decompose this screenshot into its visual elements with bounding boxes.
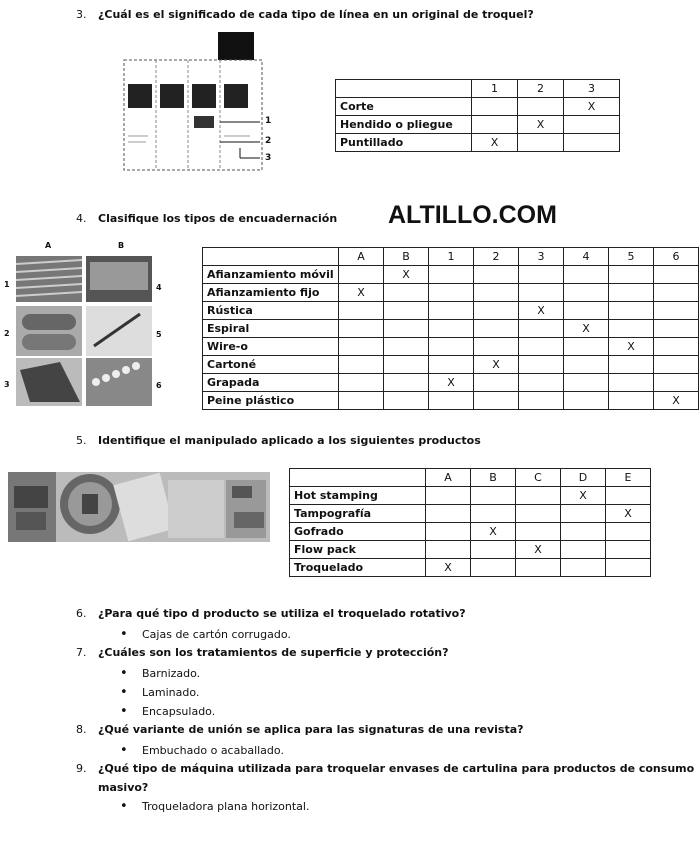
binding-label-a: A bbox=[45, 241, 52, 250]
table-row: Hendido o pliegue X bbox=[336, 116, 620, 134]
question-5: 5. Identifique el manipulado aplicado a los siguientes productos bbox=[76, 434, 481, 447]
binding-label-4: 4 bbox=[156, 283, 162, 292]
table-row: Flow pack X bbox=[290, 541, 651, 559]
question-9: 9. ¿Qué tipo de máquina utilizada para troquelar envases de cartulina para productos de consumo bbox=[76, 762, 695, 775]
question-5-text: Identifique el manipulado aplicado a los siguientes productos bbox=[98, 434, 481, 447]
binding-label-1: 1 bbox=[4, 280, 10, 289]
table-row: Espiral X bbox=[203, 320, 699, 338]
table-row: Corte X bbox=[336, 98, 620, 116]
q5-table: A B C D E Hot stamping X Tampografía X Gofrado X Flow pack X Troquelado X bbox=[289, 468, 651, 577]
answer-9-1: • Troqueladora plana horizontal. bbox=[120, 799, 310, 814]
answer-6-1: • Cajas de cartón corrugado. bbox=[120, 627, 291, 642]
products-image bbox=[8, 472, 270, 552]
table-row: Peine plástico X bbox=[203, 392, 699, 410]
question-7: 7. ¿Cuáles son los tratamientos de superficie y protección? bbox=[76, 646, 449, 659]
table-row: Rústica X bbox=[203, 302, 699, 320]
answer-7-1: • Barnizado. bbox=[120, 666, 201, 681]
binding-label-5: 5 bbox=[156, 330, 162, 339]
question-7-text: ¿Cuáles son los tratamientos de superficie y protección? bbox=[98, 646, 449, 659]
table-row: Troquelado X bbox=[290, 559, 651, 577]
table-row: Cartoné X bbox=[203, 356, 699, 374]
table-row: Afianzamiento móvil X bbox=[203, 266, 699, 284]
table-row: Tampografía X bbox=[290, 505, 651, 523]
table-row: Puntillado X bbox=[336, 134, 620, 152]
question-6-text: ¿Para qué tipo d producto se utiliza el troquelado rotativo? bbox=[98, 607, 466, 620]
question-4-text: Clasifique los tipos de encuadernación bbox=[98, 212, 338, 225]
watermark: ALTILLO.COM bbox=[388, 201, 557, 229]
answer-8-1: • Embuchado o acaballado. bbox=[120, 743, 284, 758]
question-9-text: ¿Qué tipo de máquina utilizada para troquelar envases de cartulina para productos de consumo bbox=[98, 762, 695, 775]
binding-images bbox=[0, 252, 170, 410]
answer-7-2: • Laminado. bbox=[120, 685, 200, 700]
q3-table: 1 2 3 Corte X Hendido o pliegue X Puntillado X bbox=[335, 79, 620, 152]
callout-2: 2 bbox=[265, 136, 272, 146]
binding-label-2: 2 bbox=[4, 329, 10, 338]
question-3-text: ¿Cuál es el significado de cada tipo de línea en un original de troquel? bbox=[98, 8, 534, 21]
table-row: Grapada X bbox=[203, 374, 699, 392]
binding-label-b: B bbox=[118, 241, 125, 250]
callout-3: 3 bbox=[265, 153, 272, 163]
question-6: 6. ¿Para qué tipo d producto se utiliza el troquelado rotativo? bbox=[76, 607, 466, 620]
q4-table: A B 1 2 3 4 5 6 Afianzamiento móvil X Afianzamiento fijo X Rústica X Espiral X Wire-o X Cartoné X Grapada X Peine plástico X bbox=[202, 247, 699, 410]
table-row: Wire-o X bbox=[203, 338, 699, 356]
table-row: Afianzamiento fijo X bbox=[203, 284, 699, 302]
question-8-text: ¿Qué variante de unión se aplica para las signaturas de una revista? bbox=[98, 723, 524, 736]
question-4: 4. Clasifique los tipos de encuadernación bbox=[76, 212, 338, 225]
table-row: Hot stamping X bbox=[290, 487, 651, 505]
question-8: 8. ¿Qué variante de unión se aplica para las signaturas de una revista? bbox=[76, 723, 524, 736]
answer-7-3: • Encapsulado. bbox=[120, 704, 216, 719]
question-9-continued: masivo? bbox=[98, 781, 149, 794]
callout-1: 1 bbox=[265, 116, 272, 126]
die-cut-template-image bbox=[120, 30, 280, 172]
binding-label-3: 3 bbox=[4, 380, 10, 389]
binding-label-6: 6 bbox=[156, 381, 162, 390]
table-row: Gofrado X bbox=[290, 523, 651, 541]
question-3: 3. ¿Cuál es el significado de cada tipo de línea en un original de troquel? bbox=[76, 8, 534, 21]
